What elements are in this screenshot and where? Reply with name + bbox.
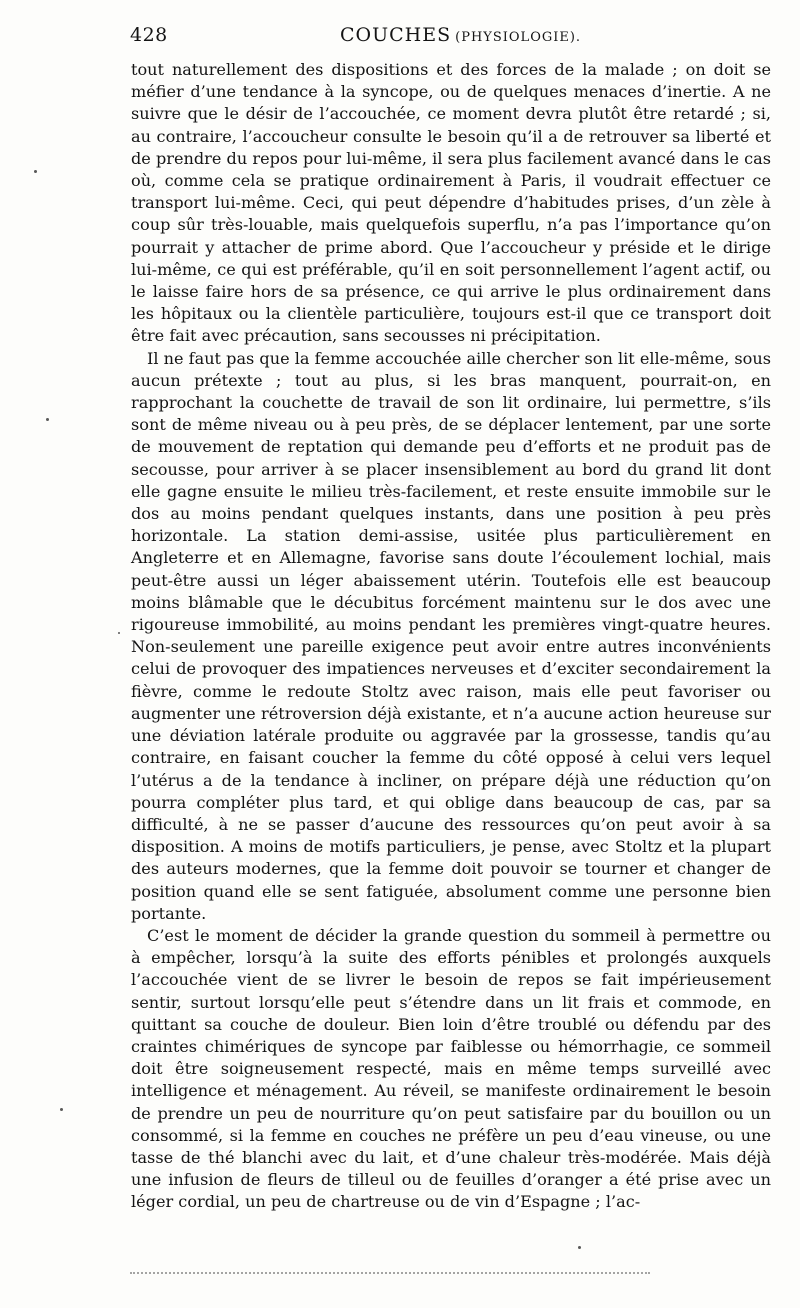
paragraph-transport: Il ne faut pas que la femme accouchée aille chercher son lit elle-même, sous aucun prétexte ; tout au plus, si les bras manquent, pourrait-on, en rapprochant la couchette de travail de son lit ordinaire, lui permettre, s’ils sont de même niveau ou à peu près, de se déplacer lentement, par une sorte de mouvement de reptation qui demande peu d’efforts et ne produit pas de secousse, pour arriver à se placer insensiblement au bord du grand lit dont elle gagne ensuite le milieu très-facilement, et reste ensuite immobile sur le dos au moins pendant quelques instants, dans une position à peu près horizontale. La station demi-assise, usitée plus particulièrement en Angleterre et en Allemagne, favorise sans doute l’écoulement lochial, mais peut-être aussi un léger abaissement utérin. Toutefois elle est beaucoup moins blâmable que le décubitus forcément maintenu sur le dos avec une rigoureuse immobilité, au moins pendant les premières vingt-quatre heures. Non-seulement une pareille exigence peut avoir entre autres inconvénients celui de provoquer des impatiences nerveuses et d’exciter secondairement la fièvre, comme le redoute Stoltz avec raison, mais elle peut favoriser ou augmenter une rétroversion déjà existante, et n’a aucune action heureuse sur une déviation latérale produite ou aggravée par la grossesse, tandis qu’au contraire, en faisant coucher la femme du côté opposé à celui vers lequel l’utérus a de la tendance à incliner, on prépare déjà une réduction qu’on pourra compléter plus tard, et qui oblige dans beaucoup de cas, par sa difficulté, à ne se passer d’aucune des ressources qu’on peut avoir à sa disposition. A moins de motifs particuliers, je pense, avec Stoltz et la plupart des auteurs modernes, que la femme doit pouvoir se tourner et changer de position quand elle se sent fatiguée, absolument comme une personne bien portante. <box>131 348 771 923</box>
margin-speck <box>578 1246 581 1249</box>
page-number: 428 <box>130 24 168 46</box>
paragraph-continuation: tout naturellement des dispositions et des forces de la malade ; on doit se méfier d’une tendance à la syncope, ou de quelques menaces d’inertie. A ne suivre que le désir de l’accouchée, ce moment devra plutôt être retardé ; si, au contraire, l’accoucheur consulte le besoin qu’il a de retrouver sa liberté et de prendre du repos pour lui-même, il sera plus facilement avancé dans le cas où, comme cela se pratique ordinairement à Paris, il voudrait effectuer ce transport lui-même. Ceci, qui peut dépendre d’habitudes prises, d’un zèle à coup sûr très-louable, mais quelquefois superflu, n’a pas l’importance qu’on pourrait y attacher de prime abord. Que l’accoucheur y préside et le dirige lui-même, ce qui est préférable, qu’il en soit personnellement l’agent actif, ou le laisse faire hors de sa présence, ce qui arrive le plus ordinairement dans les hôpitaux ou la clientèle particulière, toujours est-il que ce transport doit être fait avec précaution, sans secousses ni précipitation. <box>131 60 771 346</box>
margin-speck <box>46 418 49 421</box>
running-title <box>340 24 581 46</box>
bleed-through-line <box>130 1272 650 1274</box>
margin-speck <box>118 632 120 634</box>
running-title-subtitle: (PHYSIOLOGIE). <box>455 30 582 45</box>
running-head <box>130 24 780 54</box>
body-text <box>131 59 771 1214</box>
paragraph-sleep: C’est le moment de décider la grande question du sommeil à permettre ou à empêcher, lorsqu’à la suite des efforts pénibles et prolongés auxquels l’accouchée vient de se livrer le besoin de repos se fait impérieusement sentir, surtout lorsqu’elle peut s’étendre dans un lit frais et commode, en quittant sa couche de douleur. Bien loin d’être troublé ou défendu par des craintes chimériques de syncope par faiblesse ou hémorrhagie, ce sommeil doit être soigneusement respecté, mais en même temps surveillé avec intelligence et ménagement. Au réveil, se manifeste ordinairement le besoin de prendre un peu de nourriture qu’on peut satisfaire par du bouillon ou un consommé, si la femme en couches ne préfère un peu d’eau vineuse, ou une tasse de thé blanchi avec du lait, et d’une chaleur très-modérée. Mais déjà une infusion de fleurs de tilleul ou de feuilles d’oranger a été prise avec un léger cordial, un peu de chartreuse ou de vin d’Espagne ; l’ac- <box>131 925 771 1212</box>
running-title-main: COUCHES <box>340 24 452 46</box>
margin-speck <box>60 1108 63 1111</box>
margin-speck <box>34 170 37 173</box>
